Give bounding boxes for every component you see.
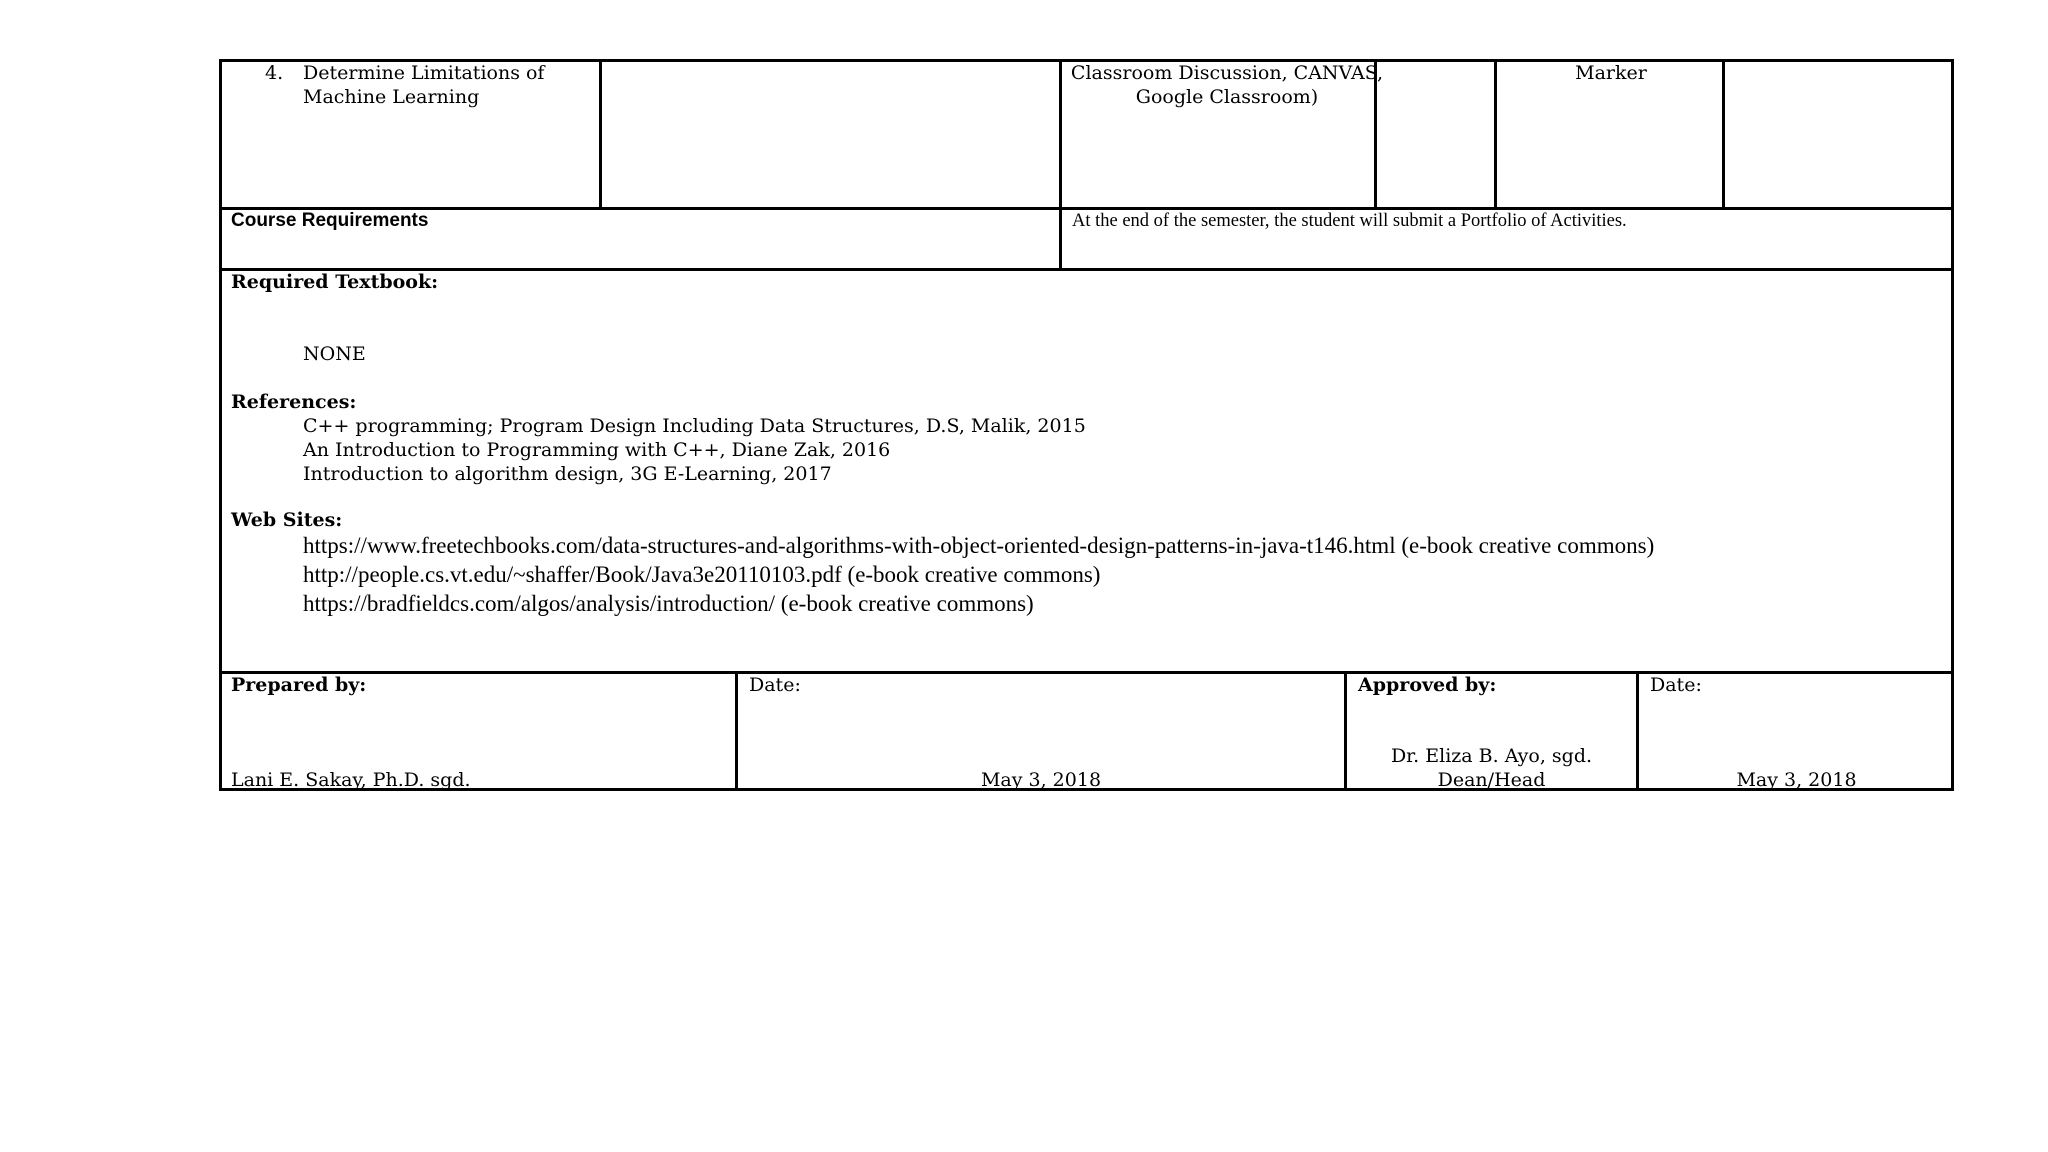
approved-by-label: Approved by: (1358, 674, 1497, 696)
reference-item: Introduction to algorithm design, 3G E-Learning, 2017 (303, 463, 832, 485)
references-label: References: (231, 391, 357, 413)
row-divider-2 (219, 268, 1954, 271)
prepared-date: May 3, 2018 (980, 769, 1102, 791)
approved-date: May 3, 2018 (1736, 769, 1857, 791)
reference-item: C++ programming; Program Design Including Data Structures, D.S, Malik, 2015 (303, 415, 1086, 437)
prepared-date-label: Date: (749, 674, 801, 696)
objective-text: Determine Limitations of Machine Learning (303, 62, 545, 108)
course-requirements-label: Course Requirements (231, 210, 429, 231)
course-requirements-value: At the end of the semester, the student will submit a Portfolio of Activities. (1072, 211, 1627, 231)
approved-by-name: Dr. Eliza B. Ayo, sgd. (1390, 745, 1593, 767)
col-divider-1 (599, 59, 602, 210)
prepared-by-label: Prepared by: (231, 674, 367, 696)
website-item: http://people.cs.vt.edu/~shaffer/Book/Java3e20110103.pdf (e-book creative commons) (303, 562, 1101, 587)
reference-item: An Introduction to Programming with C++, Diane Zak, 2016 (303, 439, 891, 461)
websites-label: Web Sites: (231, 509, 343, 531)
required-textbook-value: NONE (303, 343, 366, 365)
approved-by-title: Dean/Head (1437, 769, 1546, 791)
required-textbook-label: Required Textbook: (231, 271, 439, 293)
approved-date-label: Date: (1650, 674, 1702, 696)
website-item: https://bradfieldcs.com/algos/analysis/introduction/ (e-book creative commons) (303, 591, 1034, 616)
objective-number: 4. (265, 62, 284, 84)
assessment-tool: Marker (1575, 62, 1647, 84)
prepared-by-name: Lani E. Sakay, Ph.D. sgd. (231, 769, 471, 791)
teaching-method: Classroom Discussion, CANVAS, Google Classroom) (1070, 62, 1384, 108)
website-item: https://www.freetechbooks.com/data-structures-and-algorithms-with-object-oriented-design-patterns-in-java-t146.html (e-book creative commons) (303, 533, 1655, 558)
